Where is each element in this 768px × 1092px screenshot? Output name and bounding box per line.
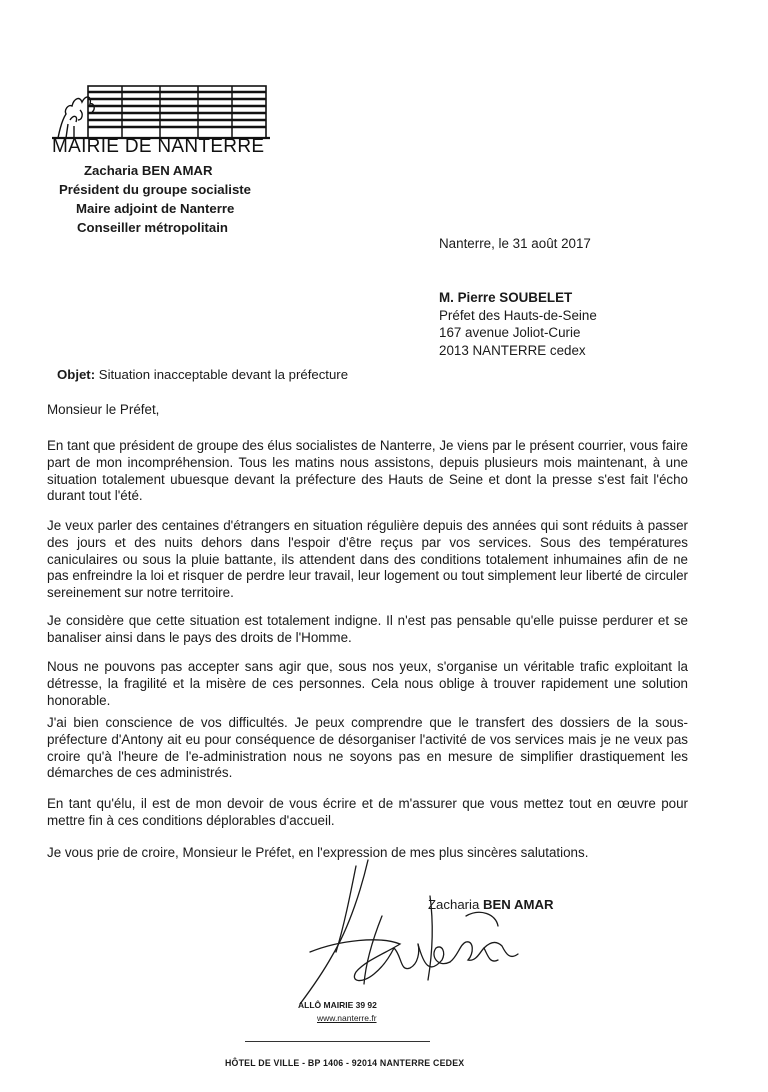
paragraph-4: Nous ne pouvons pas accepter sans agir que, sous nos yeux, s'organise un véritable trafic exploitant la détresse, la fragilité et la misère de ces personnes. Cela nous oblige à trouver rapidement une solution honorable. xyxy=(47,659,688,708)
sender-role-2: Maire adjoint de Nanterre xyxy=(76,201,235,216)
recipient-line-2: 167 avenue Joliot-Curie xyxy=(439,325,581,340)
org-name: MAIRIE DE NANTERRE xyxy=(52,136,265,157)
sender-name: Zacharia BEN AMAR xyxy=(84,163,213,178)
handwritten-signature xyxy=(270,856,560,1008)
recipient-block xyxy=(439,289,597,359)
paragraph-5: J'ai bien conscience de vos difficultés. Je peux comprendre que le transfert des dossiers de la sous-préfecture d'Antony ait eu pour conséquence de désorganiser l'activité de vos services mais je ne veux pas croire qu'à l'heure de l'e-administration nous ne soyons pas en mesure de simplifier drastiquement les démarches de ces administrés. xyxy=(47,715,688,781)
nanterre-logo xyxy=(52,80,270,140)
subject-label: Objet: xyxy=(57,367,96,382)
signer-first: Zacharia xyxy=(428,897,483,912)
signer-last: BEN AMAR xyxy=(482,897,554,912)
allo-mairie: ALLÔ MAIRIE 39 92 xyxy=(298,1000,377,1010)
date-line: Nanterre, le 31 août 2017 xyxy=(439,236,591,251)
footer-divider xyxy=(245,1041,430,1042)
signer-name xyxy=(428,897,554,912)
footer-address: HÔTEL DE VILLE - BP 1406 - 92014 NANTERRE CEDEX xyxy=(225,1058,465,1068)
recipient-line-3: 2013 NANTERRE cedex xyxy=(439,342,586,358)
closing-line: Je vous prie de croire, Monsieur le Préfet, en l'expression de mes plus sincères salutations. xyxy=(47,845,589,860)
recipient-name: M. Pierre SOUBELET xyxy=(439,290,573,305)
sender-role-3: Conseiller métropolitain xyxy=(77,220,228,235)
paragraph-1: En tant que président de groupe des élus socialistes de Nanterre, Je viens par le présent courrier, vous faire part de mon incompréhension. Tous les matins nous assistons, depuis plusieurs mois maintenant, à une situation totalement ubuesque devant la préfecture des Hauts de Seine et dont la presse s'est fait l'écho durant tout l'été. xyxy=(47,438,688,504)
sender-role-1: Président du groupe socialiste xyxy=(59,182,251,197)
paragraph-2: Je veux parler des centaines d'étrangers en situation régulière depuis des années qui sont réduits à passer des jours et des nuits dehors dans l'espoir d'être reçus par vos services. Sous des températures caniculaires ou sous la pluie battante, ils attendent dans des conditions totalement inhumaines afin de ne pas enfreindre la loi et risquer de perdre leur travail, leur logement ou tout simplement leur liberté de circuler sereinement sur notre territoire. xyxy=(47,518,688,601)
salutation: Monsieur le Préfet, xyxy=(47,402,160,417)
subject-line xyxy=(57,367,348,382)
paragraph-3: Je considère que cette situation est totalement indigne. Il n'est pas pensable qu'elle puisse perdurer et se banaliser ainsi dans le pays des droits de l'Homme. xyxy=(47,613,688,645)
recipient-line-1: Préfet des Hauts-de-Seine xyxy=(439,307,597,323)
subject-text: Situation inacceptable devant la préfecture xyxy=(95,367,349,382)
website-link[interactable]: www.nanterre.fr xyxy=(317,1013,377,1023)
paragraph-6: En tant qu'élu, il est de mon devoir de vous écrire et de m'assurer que vous mettez tout en œuvre pour mettre fin à ces conditions déplorables d'accueil. xyxy=(47,796,688,828)
